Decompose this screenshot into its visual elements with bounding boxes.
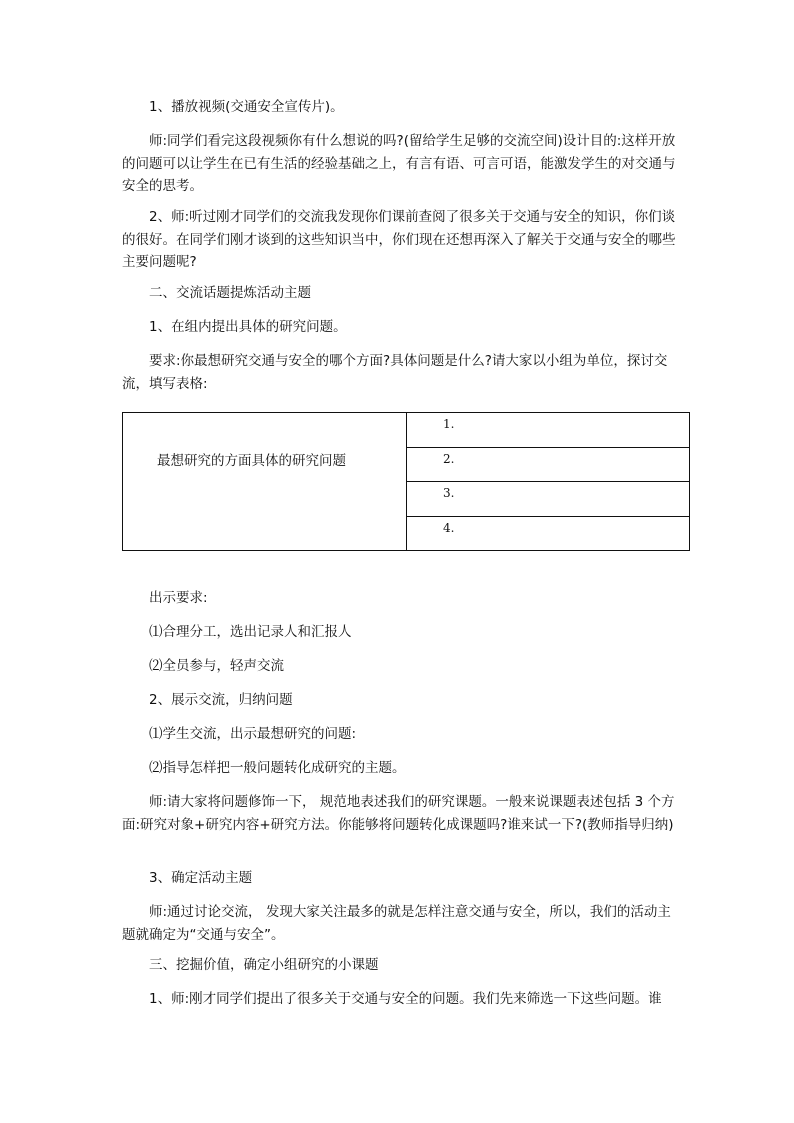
paragraph-step-2: 2、展示交流，归纳问题 bbox=[149, 692, 293, 708]
table-row: 1. bbox=[407, 413, 689, 448]
research-question-table bbox=[122, 412, 690, 551]
paragraph-teacher-question: 师:同学们看完这段视频你有什么想说的吗?(留给学生足够的交流空间)设计目的:这样开放的问题可以让学生在已有生活的经验基础之上，有言有语、可言可语，能激发学生的对交通与安全的思考。 bbox=[122, 133, 676, 194]
paragraph-req-2: ⑵全员参与，轻声交流 bbox=[149, 658, 284, 674]
paragraph-teacher-theme: 师:通过讨论交流， 发现大家关注最多的就是怎样注意交通与安全，所以，我们的活动主题就确定为“交通与安全”。 bbox=[122, 904, 671, 943]
section-heading-2: 二、交流话题提炼活动主题 bbox=[149, 285, 311, 301]
paragraph-requirement: 要求:你最想研究交通与安全的哪个方面?具体问题是什么?请大家以小组为单位，探讨交流，填写表格: bbox=[122, 353, 668, 392]
table-row: 4. bbox=[443, 520, 455, 535]
paragraph-show-requirements: 出示要求: bbox=[149, 590, 208, 606]
table-row: 3. bbox=[407, 482, 689, 517]
table-left-label: 最想研究的方面具体的研究问题 bbox=[157, 453, 346, 469]
paragraph-step-3-1: 1、师:刚才同学们提出了很多关于交通与安全的问题。我们先来筛选一下这些问题。谁 bbox=[149, 991, 662, 1007]
paragraph-step-3: 3、确定活动主题 bbox=[149, 870, 253, 886]
paragraph-step-2-1: ⑴学生交流，出示最想研究的问题: bbox=[149, 726, 357, 742]
paragraph-play-video: 1、播放视频(交通安全宣传片)。 bbox=[149, 99, 344, 115]
paragraph-step-1: 1、在组内提出具体的研究问题。 bbox=[149, 319, 347, 335]
paragraph-teacher-followup: 2、师:听过刚才同学们的交流我发现你们课前查阅了很多关于交通与安全的知识，你们谈的很好。在同学们刚才谈到的这些知识当中，你们现在还想再深入了解关于交通与安全的哪些主要问题呢? bbox=[122, 209, 676, 270]
table-right-column bbox=[407, 413, 689, 550]
section-heading-3: 三、挖掘价值，确定小组研究的小课题 bbox=[149, 957, 379, 973]
table-row: 2. bbox=[407, 448, 689, 483]
paragraph-step-2-2: ⑵指导怎样把一般问题转化成研究的主题。 bbox=[149, 760, 406, 776]
paragraph-req-1: ⑴合理分工，选出记录人和汇报人 bbox=[149, 624, 352, 640]
table-left-cell bbox=[123, 413, 407, 550]
paragraph-teacher-refine: 师:请大家将问题修饰一下， 规范地表述我们的研究课题。一般来说课题表述包括 3 个方面:研究对象+研究内容+研究方法。你能够将问题转化成课题吗?谁来试一下?(教师指导归纳) bbox=[122, 794, 675, 833]
